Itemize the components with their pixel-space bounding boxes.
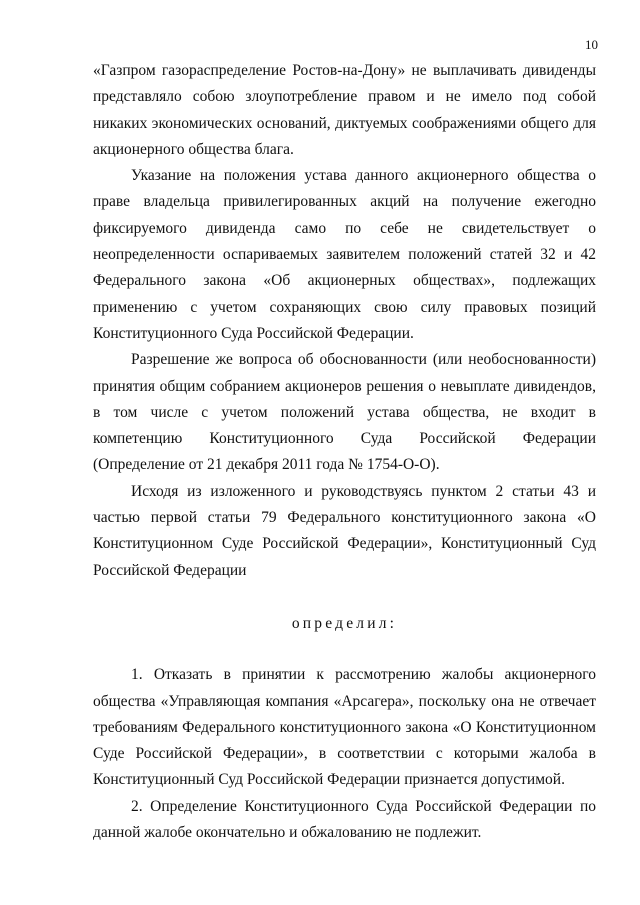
paragraph-dividend-decision: Разрешение же вопроса об обоснованности (или необоснованности) принятия общим собранием акционеров решения о невыплате дивидендов, в том числе с учетом положений устава общества, не входит в компетенцию Конституционного Суда Российской Федерации (Определение от 21 декабря 2011 года № 1754-О-О). (93, 351, 596, 474)
ruling-item-2: 2. Определение Конституционного Суда Российской Федерации по данной жалобе окончательно и обжалованию не подлежит. (93, 797, 596, 842)
paragraph-continuation: «Газпром газораспределение Ростов-на-Дону» не выплачивать дивиденды представляло собою злоупотребление правом и не имело под собой никаких экономических оснований, диктуемых соображениями общего для акционерного общества блага. (93, 62, 596, 158)
ruling-item-1: 1. Отказать в принятии к рассмотрению жалобы акционерного общества «Управляющая компания «Арсагера», поскольку она не отвечает требованиям Федерального конституционного закона «О Конституционном Суде Российской Федерации», в соответствии с которыми жалоба в Конституционный Суд Российской Федерации признается допустимой. (93, 666, 596, 789)
paragraph-grounds: Исходя из изложенного и руководствуясь пунктом 2 статьи 43 и частью первой статьи 79 Федерального конституционного закона «О Конституционном Суде Российской Федерации», Конституционный Суд Российской Федерации (93, 482, 596, 579)
paragraph-charter-provisions: Указание на положения устава данного акционерного общества о праве владельца привилегированных акций на получение ежегодно фиксируемого дивиденда само по себе не свидетельствует о неопределенности оспариваемых заявителем положений статей 32 и 42 Федерального закона «Об акционерных обществах», подлежащих применению с учетом сохраняющих свою силу правовых позиций Конституционного Суда Российской Федерации. (93, 167, 596, 342)
ruling-heading: определил: (291, 614, 398, 632)
document-body (93, 58, 596, 846)
page-number: 10 (585, 37, 598, 52)
